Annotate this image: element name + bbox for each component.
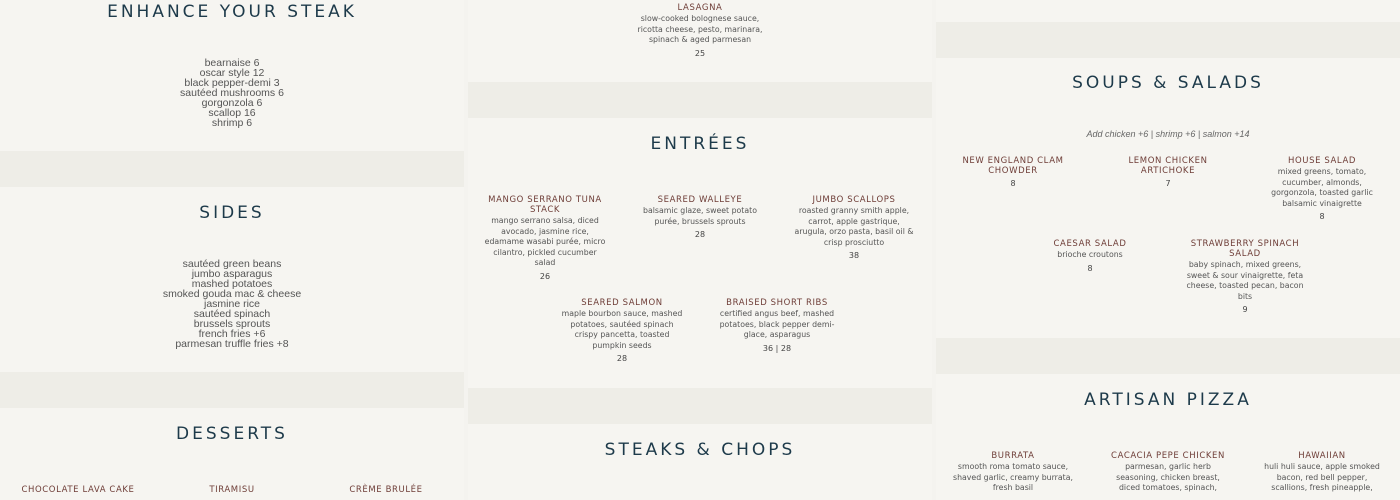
list-item: jumbo asparagus <box>191 268 273 280</box>
item-name: LEMON CHICKEN ARTICHOKE <box>1128 156 1208 176</box>
item-price: 38 <box>848 251 860 261</box>
menu-item <box>1106 451 1230 494</box>
section-title-artisan-pizza: ARTISAN PIZZA <box>1084 390 1252 410</box>
item-description: slow-cooked bolognese sauce, ricotta cheese, pesto, marinara, spinach & aged parmesan <box>637 14 763 45</box>
item-description: mango serrano salsa, diced avocado, jasmine rice, edamame wasabi purée, micro cilantro, pickled cucumber salad <box>484 216 606 268</box>
item-description: parmesan, garlic herb seasoning, chicken breast, diced tomatoes, spinach, <box>1116 462 1220 493</box>
item-name: STRAWBERRY SPINACH SALAD <box>1190 239 1300 259</box>
item-description: mixed greens, tomato, cucumber, almonds, gorgonzola, toasted garlic balsamic vinaigrette <box>1271 167 1373 208</box>
list-item: french fries +6 <box>198 328 266 340</box>
section-title-enhance-steak: ENHANCE YOUR STEAK <box>107 2 357 22</box>
menu-item-lasagna <box>630 3 770 58</box>
item-name: TIRAMISU <box>209 485 255 495</box>
menu-column-middle <box>468 0 932 500</box>
item-description: brioche croutons <box>1057 250 1123 259</box>
section-title-sides: SIDES <box>199 203 265 223</box>
item-name: SEARED SALMON <box>581 298 663 308</box>
menu-item <box>1262 156 1382 221</box>
list-item: mashed potatoes <box>191 278 273 290</box>
band-divider <box>0 372 464 408</box>
sides-list <box>0 259 464 349</box>
menu-item <box>1260 451 1384 494</box>
menu-item <box>952 451 1074 494</box>
item-price: 36 | 28 <box>762 343 792 353</box>
item-name: SEARED WALLEYE <box>657 195 743 205</box>
dessert-item <box>322 485 450 495</box>
section-title-desserts: DESSERTS <box>176 424 288 444</box>
item-price: 8 <box>1010 179 1016 188</box>
item-name: JUMBO SCALLOPS <box>812 195 896 205</box>
item-description: certified angus beef, mashed potatoes, black pepper demi-glace, asparagus <box>719 309 835 340</box>
list-item: sautéed spinach <box>193 308 271 320</box>
item-price: 25 <box>694 48 706 58</box>
salad-addons: Add chicken +6 | shrimp +6 | salmon +14 <box>1086 129 1250 139</box>
section-title-entrees: ENTRÉES <box>650 134 750 154</box>
list-item: brussels sprouts <box>193 318 271 330</box>
band-divider <box>936 22 1400 58</box>
menu-item <box>560 298 684 363</box>
item-name: HOUSE SALAD <box>1287 156 1357 166</box>
list-item: jasmine rice <box>203 298 261 310</box>
item-name: BRAISED SHORT RIBS <box>726 298 828 308</box>
menu-column-left <box>0 0 464 500</box>
dessert-item <box>168 485 296 495</box>
list-item: oscar style 12 <box>199 67 265 79</box>
band-divider <box>0 151 464 187</box>
section-title-soups-salads: SOUPS & SALADS <box>1072 73 1264 93</box>
menu-item <box>950 156 1076 188</box>
item-description: baby spinach, mixed greens, sweet & sour vinaigrette, feta cheese, toasted pecan, bacon bits <box>1186 260 1304 301</box>
item-price: 26 <box>539 271 551 281</box>
item-name: HAWAIIAN <box>1298 451 1346 461</box>
list-item: smoked gouda mac & cheese <box>162 288 302 300</box>
item-price: 28 <box>616 354 628 364</box>
menu-column-right <box>936 0 1400 500</box>
list-item: gorgonzola 6 <box>201 97 263 109</box>
item-name: CAESAR SALAD <box>1053 239 1127 249</box>
menu-item <box>484 195 606 281</box>
list-item: sautéed mushrooms 6 <box>180 87 284 99</box>
item-price: 7 <box>1165 179 1171 188</box>
band-divider <box>468 82 932 118</box>
list-item: black pepper-demi 3 <box>184 77 280 89</box>
menu-item <box>792 195 916 260</box>
list-item: sautéed green beans <box>182 258 282 270</box>
item-price: 9 <box>1242 305 1248 315</box>
item-name: MANGO SERRANO TUNA STACK <box>488 195 602 215</box>
enhance-list <box>0 58 464 128</box>
dessert-item <box>14 485 142 495</box>
menu-item <box>1028 239 1152 273</box>
section-title-steaks-chops: STEAKS & CHOPS <box>604 440 796 460</box>
item-description: balsamic glaze, sweet potato purée, brussels sprouts <box>643 206 757 226</box>
item-description: roasted granny smith apple, carrot, apple gastrique, arugula, orzo pasta, basil oil & crisp prosciutto <box>794 206 914 247</box>
list-item: parmesan truffle fries +8 <box>175 338 289 350</box>
item-description: maple bourbon sauce, mashed potatoes, sautéed spinach crispy pancetta, toasted pumpkin seeds <box>561 309 683 350</box>
band-divider <box>468 388 932 424</box>
list-item: bearnaise 6 <box>204 57 260 69</box>
item-name: LASAGNA <box>677 3 723 13</box>
item-price: 28 <box>694 230 706 240</box>
menu-item <box>638 195 762 239</box>
list-item: scallop 16 <box>208 107 256 119</box>
menu-item <box>715 298 839 353</box>
item-price: 8 <box>1319 212 1325 222</box>
item-name: CHOCOLATE LAVA CAKE <box>21 485 135 495</box>
band-divider <box>936 338 1400 374</box>
item-price: 8 <box>1087 263 1093 273</box>
item-description: smooth roma tomato sauce, shaved garlic, creamy burrata, fresh basil <box>953 462 1073 493</box>
item-description: huli huli sauce, apple smoked bacon, red bell pepper, scallions, fresh pineapple, <box>1264 462 1380 493</box>
item-name: CACACIA PEPE CHICKEN <box>1111 451 1225 461</box>
item-name: BURRATA <box>991 451 1035 461</box>
menu-item <box>1104 156 1232 188</box>
item-name: NEW ENGLAND CLAM CHOWDER <box>962 156 1064 176</box>
list-item: shrimp 6 <box>211 117 253 129</box>
menu-item <box>1183 239 1307 314</box>
item-name: CRÈME BRULÉE <box>349 485 423 495</box>
